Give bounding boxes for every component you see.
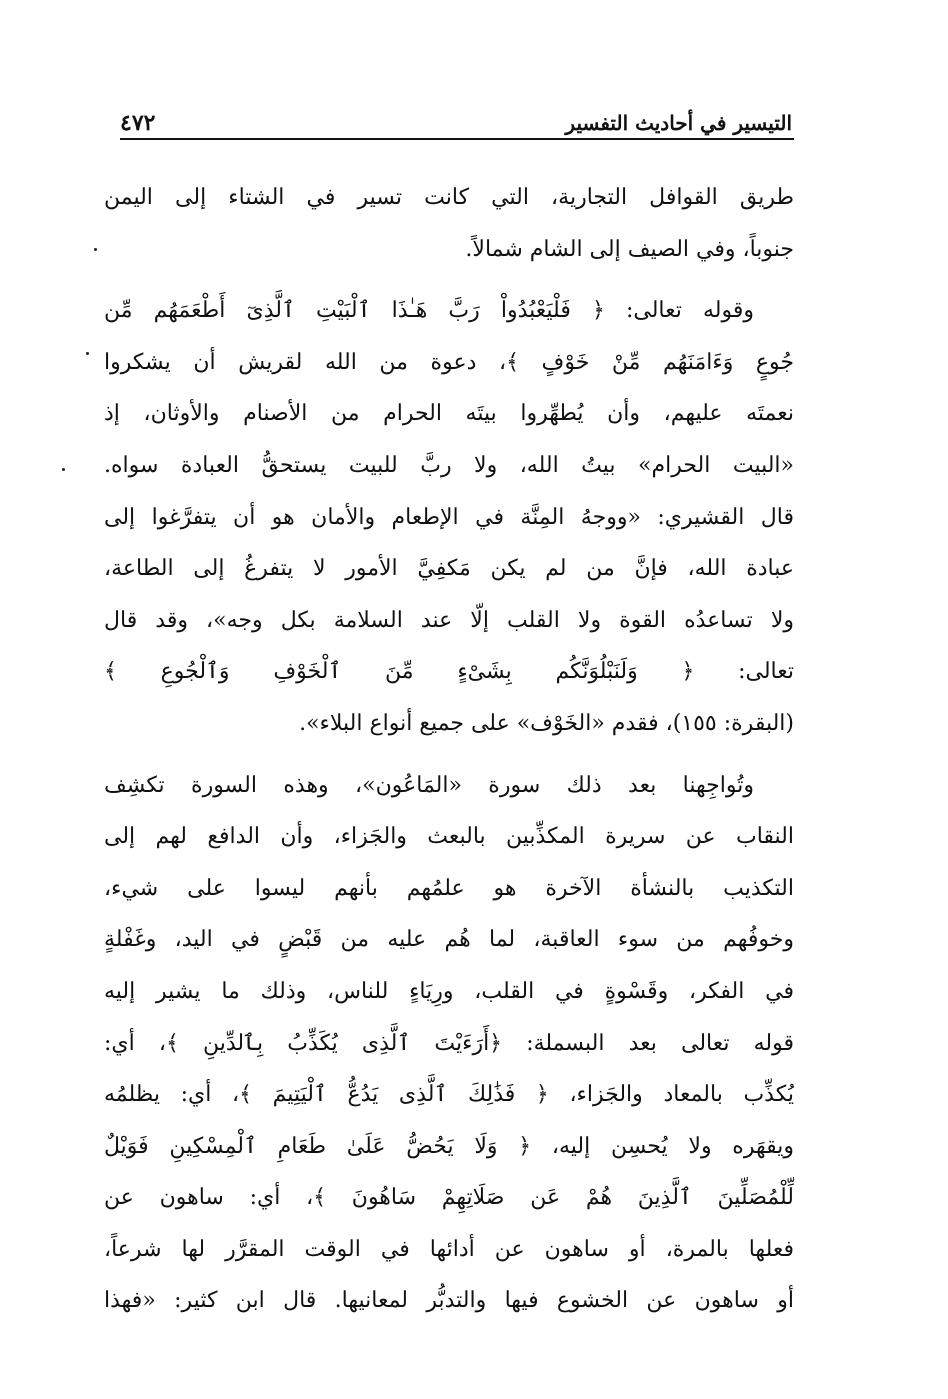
text-line: طريق القوافل التجارية، التي كانت تسير في الشتاء إلى اليمن (104, 185, 794, 210)
text-line: قال القشيري: «ووجهُ المِنَّة في الإطعام والأمان هو أن يتفرَّغوا إلى (104, 504, 794, 530)
text-line: التكذيب بالنشأة الآخرة هو علمُهم بأنهم ليسوا على شيء، (104, 875, 794, 901)
paragraph (104, 760, 794, 1328)
text-line: قوله تعالى بعد البسملة: ﴿أَرَءَيْتَ ٱلَّذِى يُكَذِّبُ بِٱلدِّينِ ﴾، أي: (104, 1030, 794, 1056)
text-line: تعالى: ﴿ وَلَنَبْلُوَنَّكُم بِشَىْءٍ مِّنَ ٱلْخَوْفِ وَٱلْجُوعِ ﴾ (104, 659, 794, 685)
text-line: وقوله تعالى: ﴿ فَلْيَعْبُدُواْ رَبَّ هَـٰذَا ٱلْبَيْتِ ٱلَّذِىٓ أَطْعَمَهُم مِّن (104, 298, 755, 324)
body-text (104, 172, 794, 1327)
text-line: ويقهَره ولا يُحسِن إليه، ﴿ وَلَا يَحُضُّ عَلَىٰ طَعَامِ ٱلْمِسْكِينِ فَوَيْلٌ (104, 1133, 794, 1159)
scan-speck (94, 248, 97, 251)
text-line: (البقرة: ١٥٥)، فقدم «الخَوْف» على جميع أنواع البلاء». (299, 710, 794, 736)
text-line: في الفكر، وقَسْوةٍ في القلب، ورِيَاءٍ للناس، وذلك ما يشير إليه (104, 978, 794, 1004)
text-line: «البيت الحرام» بيتُ الله، ولا ربَّ للبيت يستحقُّ العبادة سواه. (104, 452, 794, 478)
scan-speck (62, 468, 65, 471)
text-line: وخوفُهم من سوء العاقبة، لما هُم عليه من قَبْضٍ في اليد، وغَفْلةٍ (104, 927, 794, 953)
scan-speck (86, 352, 89, 355)
text-line: عبادة الله، فإنَّ من لم يكن مَكفِيَّ الأمور لا يتفرغُ إلى الطاعة، (104, 556, 794, 582)
text-line: فعلها بالمرة، أو ساهون عن أدائها في الوقت المقرَّر لها شرعاً، (104, 1236, 794, 1262)
paragraph (104, 172, 794, 275)
text-line: ولا تساعدُه القوة ولا القلب إلّا عند السلامة بكل وجه»، وقد قال (104, 607, 794, 633)
text-line: جُوعٍ وَءَامَنَهُم مِّنْ خَوْفٍ ﴾، دعوة من الله لقريش أن يشكروا (104, 349, 794, 375)
text-line: لِّلْمُصَلِّينَ ٱلَّذِينَ هُمْ عَن صَلَاتِهِمْ سَاهُونَ ﴾، أي: ساهون عن (104, 1185, 794, 1211)
header-title: التيسير في أحاديث التفسير (565, 111, 792, 135)
paragraph (104, 285, 794, 749)
text-line: جنوباً، وفي الصيف إلى الشام شمالاً. (465, 236, 794, 262)
running-header (120, 100, 792, 136)
text-line: أو ساهون عن الخشوع فيها والتدبُّر لمعانيها. قال ابن كثير: «فهذا (104, 1288, 794, 1314)
text-line: يُكذِّب بالمعاد والجَزاء، ﴿ فَذَٰلِكَ ٱلَّذِى يَدُعُّ ٱلْيَتِيمَ ﴾، أي: يظلمُه (104, 1082, 794, 1108)
text-line: النقاب عن سريرة المكذِّبين بالبعث والجَزاء، وأن الدافع لهم إلى (104, 824, 794, 850)
text-line: نعمتَه عليهم، وأن يُطهِّروا بيتَه الحرام من الأصنام والأوثان، إذ (104, 401, 794, 427)
page-number: ٤٧٢ (120, 110, 156, 136)
text-line: وتُواجِهنا بعد ذلك سورة «المَاعُون»، وهذه السورة تكشِف (104, 772, 754, 798)
header-divider (120, 138, 794, 140)
